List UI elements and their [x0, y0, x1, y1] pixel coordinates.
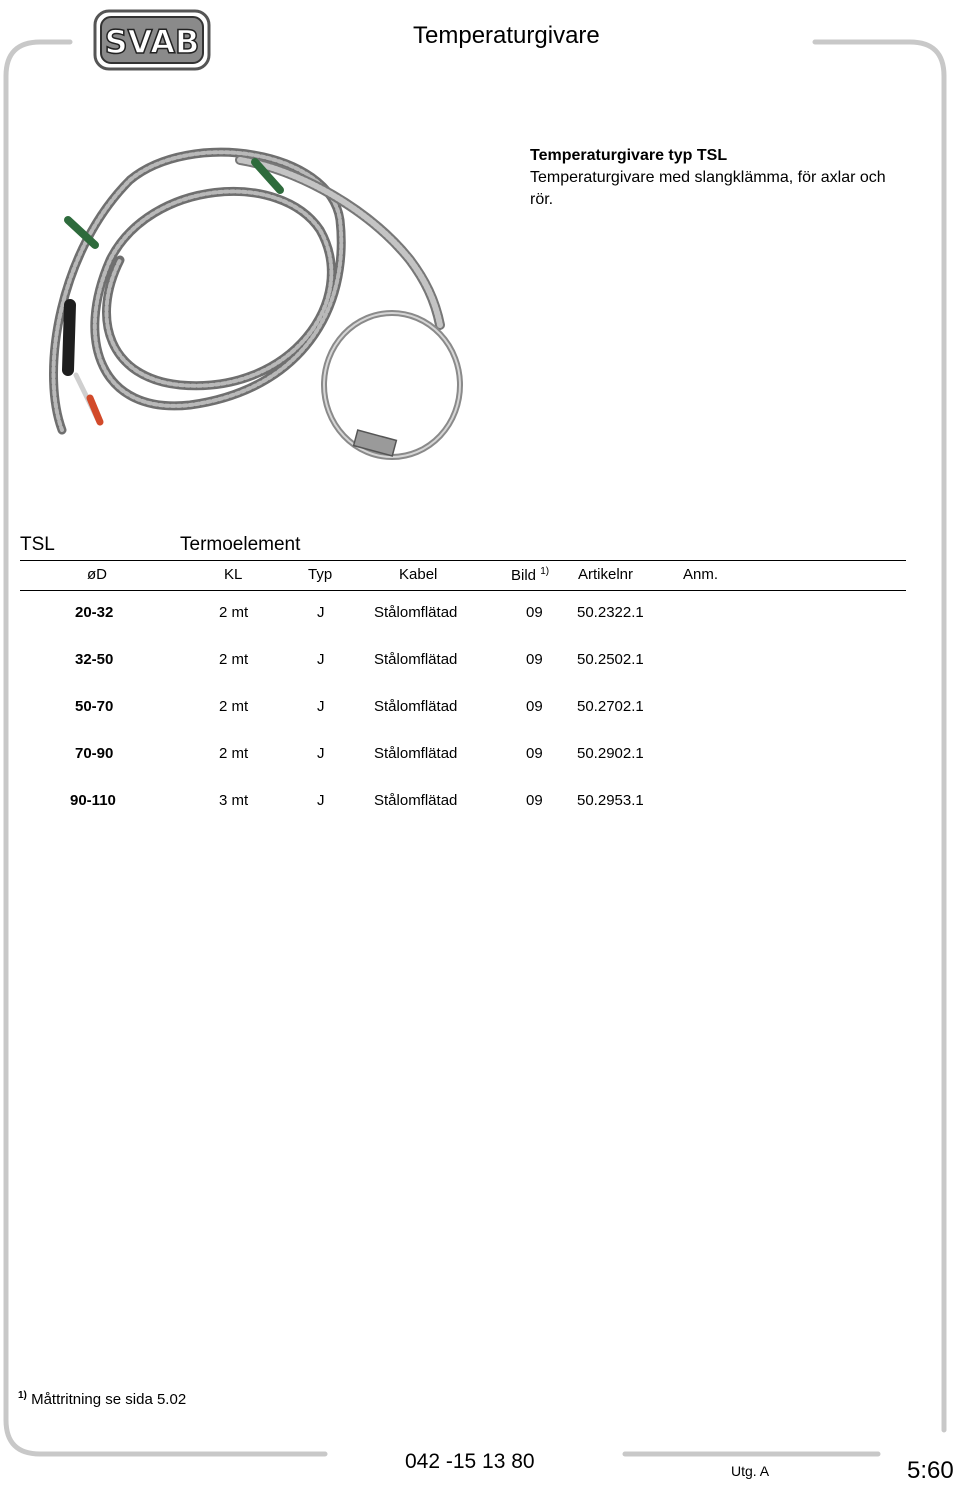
cell-kl: 2 mt	[219, 604, 249, 621]
product-description: Temperaturgivare med slangklämma, för axlar och rör.	[530, 169, 886, 208]
page-number: 5:60	[907, 1457, 954, 1484]
table-rule-header	[20, 590, 906, 591]
col-header-bild-label: Bild	[511, 567, 537, 584]
cell-artikelnr: 50.2702.1	[577, 698, 644, 715]
svg-text:SVAB: SVAB	[104, 23, 200, 61]
cell-artikelnr: 50.2902.1	[577, 745, 644, 762]
footnote-marker: 1)	[18, 1390, 27, 1401]
cell-kabel: Stålomflätad	[374, 651, 458, 668]
cell-kabel: Stålomflätad	[374, 792, 458, 809]
product-intro	[530, 145, 910, 211]
table-rule-top	[20, 560, 906, 561]
cell-artikelnr: 50.2502.1	[577, 651, 644, 668]
table-series: TSL	[20, 534, 55, 555]
cell-kl: 2 mt	[219, 651, 249, 668]
col-header-od: øD	[87, 566, 107, 583]
col-header-artikelnr: Artikelnr	[578, 566, 634, 583]
cell-kl: 2 mt	[219, 698, 249, 715]
cell-kl: 2 mt	[219, 745, 249, 762]
footer-phone: 042 -15 13 80	[405, 1450, 535, 1473]
col-header-anm: Anm.	[683, 566, 719, 583]
footnote	[18, 1390, 186, 1408]
col-header-kabel: Kabel	[399, 566, 438, 583]
cell-typ: J	[317, 792, 325, 809]
product-title: Temperaturgivare typ TSL	[530, 147, 728, 164]
table-group: Termoelement	[180, 534, 301, 555]
col-header-bild	[511, 566, 549, 584]
cell-typ: J	[317, 698, 325, 715]
cell-typ: J	[317, 745, 325, 762]
col-header-kl: KL	[224, 566, 243, 583]
cell-bild: 09	[526, 792, 543, 809]
cell-bild: 09	[526, 604, 543, 621]
cell-typ: J	[317, 651, 325, 668]
cell-od: 50-70	[75, 698, 114, 715]
cell-artikelnr: 50.2953.1	[577, 792, 644, 809]
page-title: Temperaturgivare	[413, 22, 600, 49]
cell-kabel: Stålomflätad	[374, 698, 458, 715]
cell-typ: J	[317, 604, 325, 621]
cell-od: 32-50	[75, 651, 114, 668]
cell-kl: 3 mt	[219, 792, 249, 809]
cell-bild: 09	[526, 698, 543, 715]
cell-od: 90-110	[70, 792, 116, 809]
cell-artikelnr: 50.2322.1	[577, 604, 644, 621]
cell-kabel: Stålomflätad	[374, 604, 458, 621]
cell-kabel: Stålomflätad	[374, 745, 458, 762]
cell-od: 20-32	[75, 604, 114, 621]
cell-od: 70-90	[75, 745, 114, 762]
col-header-typ: Typ	[308, 566, 333, 583]
cell-bild: 09	[526, 745, 543, 762]
footer-edition: Utg. A	[731, 1463, 770, 1479]
footnote-text: Måttritning se sida 5.02	[31, 1391, 187, 1408]
col-header-bild-note: 1)	[540, 566, 550, 577]
svab-logo	[92, 8, 212, 72]
cell-bild: 09	[526, 651, 543, 668]
product-photo	[40, 140, 510, 490]
